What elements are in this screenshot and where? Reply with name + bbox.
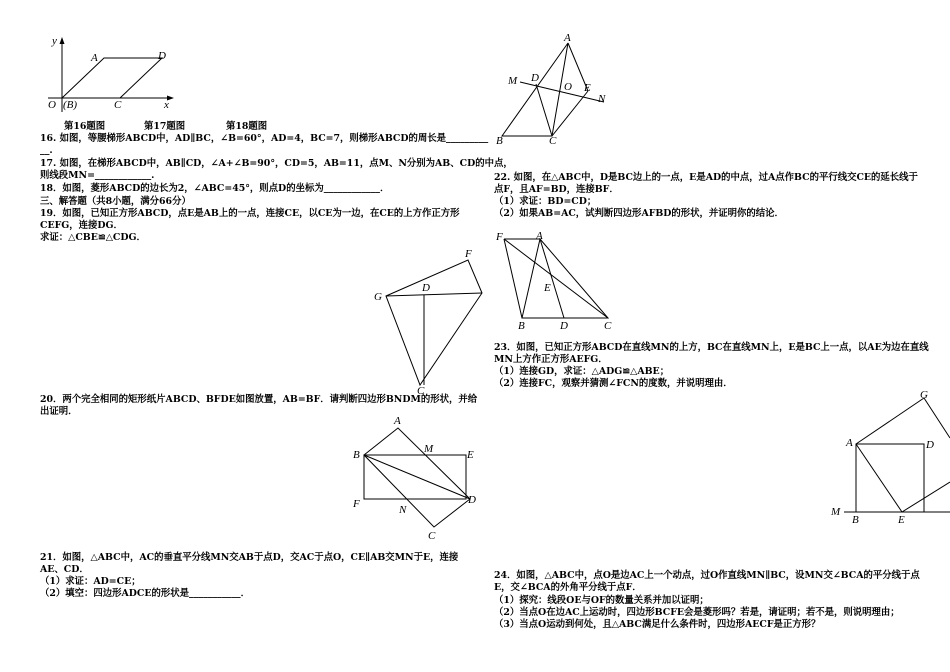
fig21-label-o: O	[564, 81, 572, 93]
fig23-label-b: B	[852, 514, 859, 526]
q21-line4: （2）填空：四边形ADCE的形状是___________．	[40, 588, 250, 599]
q16-line1: 16. 如图，等腰梯形ABCD中，AD∥BC，∠B=60°，AD=4，BC=7，则梯形ABCD的周长是_________	[40, 133, 489, 144]
q24-line3: （1）探究：线段OE与OF的数量关系并加以证明；	[494, 595, 709, 606]
fig20-label-b: B	[353, 449, 360, 461]
fig18-label-d: D	[158, 50, 166, 62]
q23-line3: （1）连接GD，求证：△ADG≌△ABE；	[494, 366, 670, 377]
fig20-label-d: D	[468, 494, 476, 506]
q21-line3: （1）求证：AD=CE；	[40, 576, 141, 587]
figure-q19-squares	[372, 245, 487, 395]
fig23-label-g: G	[920, 389, 928, 401]
fig23-label-d: D	[926, 439, 934, 451]
fig20-label-e: E	[467, 449, 474, 461]
q23-line1: 23．如图，已知正方形ABCD在直线MN的上方，BC在直线MN上，E是BC上一点，以AE为边在直线	[494, 342, 929, 353]
figure-q22-triangle	[494, 228, 624, 333]
fig22-label-a: A	[536, 230, 543, 242]
q20-line2: 出证明．	[40, 406, 78, 417]
q19-line2: CEFG，连接DG．	[40, 220, 123, 231]
fig21-label-e: E	[584, 82, 591, 94]
fig20-label-m: M	[424, 443, 434, 455]
figure-q20-rectangles	[350, 415, 480, 545]
q22-line1: 22. 如图，在△ABC中，D是BC边上的一点，E是AD的中点，过A点作BC的平行线交CE的延长线于	[494, 172, 918, 183]
q20-line1: 20．两个完全相同的矩形纸片ABCD、BFDE如图放置，AB=BF．请判断四边形BNDM的形状，并给	[40, 394, 478, 405]
q19-line3: 求证：△CBE≌△CDG．	[40, 232, 146, 243]
q16-line2: __.	[40, 145, 53, 156]
fig21-label-n: N	[598, 93, 606, 105]
q17-line2: 则线段MN=____________.	[40, 170, 155, 181]
fig18-label-a: A	[91, 52, 98, 64]
fig21-label-c: C	[549, 135, 557, 147]
q24-line2: E，交∠BCA的外角平分线于点F．	[494, 582, 642, 593]
fig20-label-c: C	[428, 530, 436, 542]
q24-line1: 24．如图，△ABC中，点O是边AC上一个动点，过O作直线MN∥BC，设MN交∠BCA的平分线于点	[494, 570, 920, 581]
q22-line4: （2）如果AB=AC，试判断四边形AFBD的形状，并证明你的结论．	[494, 208, 784, 219]
figure-q23-squares	[828, 386, 950, 526]
q23-line2: MN上方作正方形AEFG．	[494, 354, 608, 365]
q22-line3: （1）求证：BD=CD；	[494, 196, 597, 207]
section-heading: 三、解答题（共8小题，满分66分）	[40, 196, 191, 207]
q24-line5: （3）当点O运动到何处，且△ABC满足什么条件时，四边形AECF是正方形？	[494, 619, 821, 630]
fig23-label-a: A	[846, 437, 853, 449]
fig21-label-d: D	[531, 72, 539, 84]
fig19-label-c: C	[417, 385, 425, 397]
fig21-label-m: M	[508, 75, 518, 87]
fig21-label-a: A	[564, 32, 571, 44]
figure-q21-triangle	[494, 32, 624, 152]
q22-line2: 点F，且AF=BD，连接BF．	[494, 184, 619, 195]
fig22-label-f: F	[496, 231, 503, 243]
fig22-label-d: D	[560, 320, 568, 332]
fig18-label-x: x	[164, 99, 169, 111]
fig23-label-e: E	[898, 514, 905, 526]
fig-caption-16: 第16题图	[64, 121, 106, 132]
q24-line4: （2）当点O在边AC上运动时，四边形BCFE会是菱形吗？若是，请证明；若不是，则说明理由；	[494, 607, 900, 618]
fig23-label-m: M	[831, 506, 841, 518]
fig-caption-18: 第18题图	[226, 121, 268, 132]
fig22-label-e: E	[544, 282, 551, 294]
fig20-label-n: N	[399, 504, 407, 516]
fig22-label-c: C	[604, 320, 612, 332]
fig18-label-c: C	[114, 99, 122, 111]
fig19-label-f: F	[465, 248, 472, 260]
fig19-label-d: D	[422, 282, 430, 294]
q19-line1: 19．如图，已知正方形ABCD，点E是AB上的一点，连接CE，以CE为一边，在CE的上方作正方形	[40, 208, 460, 219]
fig22-label-b: B	[518, 320, 525, 332]
q21-line1: 21．如图，△ABC中，AC的垂直平分线MN交AB于点D，交AC于点O，CE∥AB交MN于E，连接	[40, 552, 459, 563]
fig20-label-f: F	[353, 498, 360, 510]
fig18-label-b: (B)	[63, 99, 78, 111]
q23-line4: （2）连接FC，观察并猜测∠FCN的度数，并说明理由．	[494, 378, 733, 389]
q18-text: 18．如图，菱形ABCD的边长为2，∠ABC=45°，则点D的坐标为____________．	[40, 183, 390, 194]
fig20-label-a: A	[394, 415, 401, 427]
fig19-label-g: G	[374, 291, 382, 303]
fig18-label-y: y	[52, 35, 57, 47]
q17-line1: 17. 如图，在梯形ABCD中，AB∥CD，∠A+∠B=90°，CD=5，AB=11，点M、N分别为AB、CD的中点，	[40, 158, 513, 169]
fig-caption-17: 第17题图	[144, 121, 186, 132]
fig18-label-o: O	[48, 99, 56, 111]
figure-q18-rhombus	[40, 34, 180, 114]
q21-line2: AE、CD．	[40, 564, 89, 575]
fig21-label-b: B	[496, 135, 503, 147]
